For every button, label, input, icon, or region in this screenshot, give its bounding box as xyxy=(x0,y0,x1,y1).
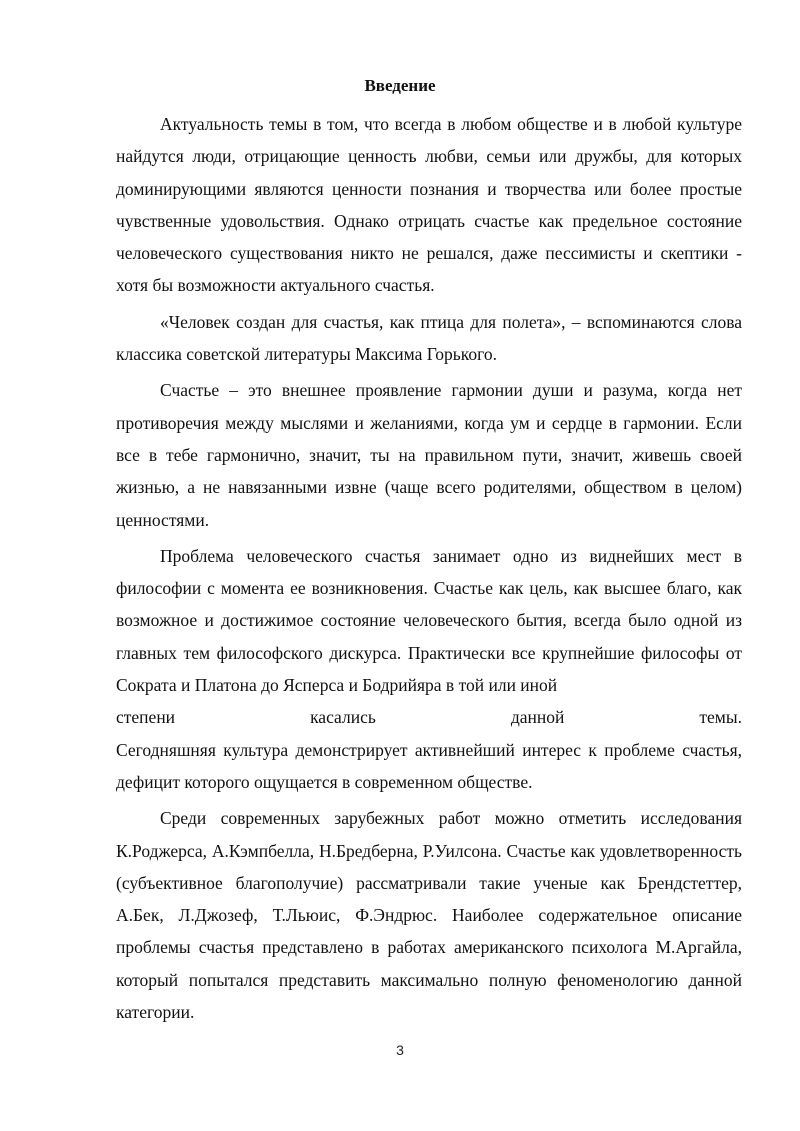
body-text xyxy=(116,104,742,1028)
paragraph-foreign-research: Среди современных зарубежных работ можно отметить исследования К.Роджерса, А.Кэмпбелла, Н.Бредберна, Р.Уилсона. Счастье как удовлетворенность (субъективное благополучие) рассматривали такие ученые как Брендстеттер, А.Бек, Л.Джозеф, Т.Льюис, Ф.Эндрюс. Наиболее содержательное описание проблемы счастья представлено в работах американского психолога М.Аргайла, который попытался представить максимально полную феноменологию данной категории. xyxy=(116,808,742,1023)
paragraph-philosophy-problem xyxy=(116,540,742,734)
section-heading: Введение xyxy=(364,76,436,95)
paragraph-gorky-quote: «Человек создан для счастья, как птица для полета», – вспоминаются слова классика советской литературы Максима Горького. xyxy=(116,311,742,365)
paragraph-philosophy-last-line: степени касались данной темы. xyxy=(116,707,742,728)
paragraph-relevance: Актуальность темы в том, что всегда в любом обществе и в любой культуре найдутся люди, отрицающие ценность любви, семьи или дружбы, для которых доминирующими являются ценности познания и творчества или более простые чувственные удовольствия. Однако отрицать счастье как предельное состояние человеческого существования никто не решался, даже пессимисты и скептики - хотя бы возможности актуального счастья. xyxy=(116,114,742,296)
page-number: 3 xyxy=(396,1042,404,1058)
paragraph-philosophy-text: Проблема человеческого счастья занимает одно из виднейших мест в философии с момента ее возникновения. Счастье как цель, как высшее благо, как возможное и достижимое состояние человеческого бытия, всегда было одной из главных тем философского дискурса. Практически все крупнейшие философы от Сократа и Платона до Ясперса и Бодрийяра в той или иной xyxy=(116,545,742,696)
paragraph-happiness-definition: Счастье – это внешнее проявление гармонии души и разума, когда нет противоречия между мыслями и желаниями, когда ум и сердце в гармонии. Если все в тебе гармонично, значит, ты на правильном пути, значит, живешь своей жизнью, а не навязанными извне (чаще всего родителями, обществом в целом) ценностями. xyxy=(116,380,742,530)
paragraph-modern-culture: Сегодняшняя культура демонстрирует активнейший интерес к проблеме счастья, дефицит которого ощущается в современном обществе. xyxy=(116,739,742,792)
